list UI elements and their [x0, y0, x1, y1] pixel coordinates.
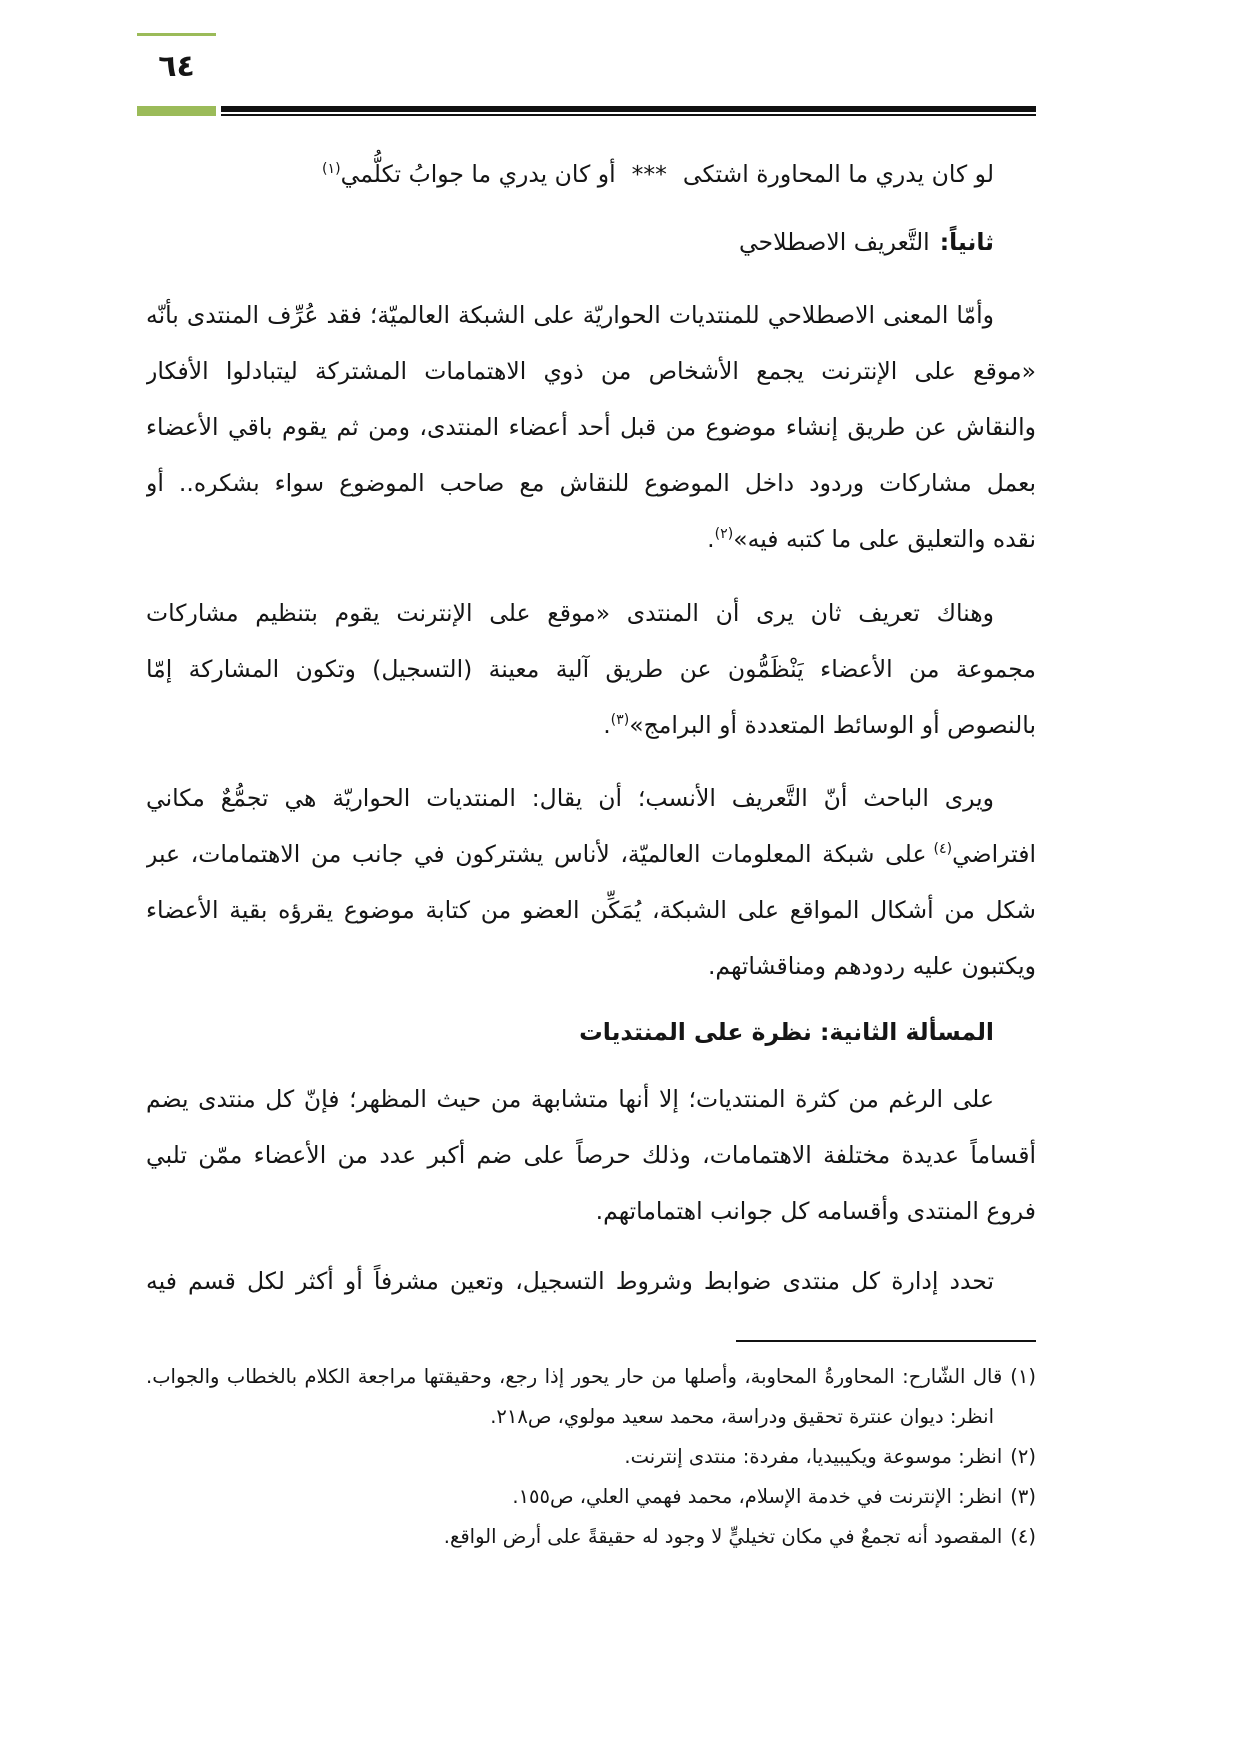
paragraph-line: فروع المنتدى وأقسامه كل جوانب اهتماماتهم. [595, 1197, 1036, 1225]
line-text: على شبكة المعلومات العالميّة، لأناس يشتركون في جانب من الاهتمامات، عبر [146, 840, 927, 868]
header-rule-thin [221, 114, 1036, 116]
paragraph-line: «موقع على الإنترنت يجمع الأشخاص من ذوي الاهتمامات المشتركة ليتبادلوا الأفكار [146, 357, 1036, 385]
paragraph-line [146, 826, 1036, 882]
paragraph-line: وأمّا المعنى الاصطلاحي للمنتديات الحواريّة على الشبكة العالميّة؛ فقد عُرِّف المنتدى بأنّه [146, 301, 994, 329]
issue-heading: المسألة الثانية: نظرة على المنتديات [579, 1018, 994, 1046]
line-text: افتراضي [952, 840, 1036, 868]
footnote-number: (٤) [1010, 1525, 1036, 1548]
page-body [146, 146, 1036, 1557]
paragraph-line: شكل من أشكال المواقع على الشبكة، يُمَكِّن العضو من كتابة موضوع يقرؤه بقية الأعضاء [146, 896, 1036, 924]
footnote-separator [736, 1340, 1036, 1342]
page-number: ٦٤ [158, 49, 195, 84]
footnote-number: (٢) [1010, 1445, 1036, 1468]
footnote [146, 1477, 1036, 1517]
line-text: . [603, 711, 611, 739]
paragraph-line: أقساماً عديدة مختلفة الاهتمامات، وذلك حرصاً على ضم أكبر عدد من الأعضاء ممّن تلبي [146, 1141, 1036, 1169]
footnote [146, 1357, 1036, 1397]
section-heading-lead: ثانياً: [939, 228, 994, 256]
paragraph [146, 287, 1036, 567]
paragraph-line: على الرغم من كثرة المنتديات؛ إلا أنها متشابهة من حيث المظهر؛ فإنّ كل منتدى يضم [146, 1085, 994, 1113]
footnote-text: انظر: موسوعة ويكيبيديا، مفردة: منتدى إنترنت. [624, 1445, 1003, 1468]
header-rule [221, 106, 1036, 116]
footnote [146, 1517, 1036, 1557]
line-text: . [707, 525, 715, 553]
footnote-ref: (١) [322, 161, 341, 178]
paragraph-line: ويرى الباحث أنّ التَّعريف الأنسب؛ أن يقال: المنتديات الحواريّة هي تجمُّعٌ مكاني [146, 784, 994, 812]
paragraph-line [146, 511, 1036, 567]
paragraph-line: ويكتبون عليه ردودهم ومناقشاتهم. [707, 952, 1036, 980]
section-heading-title: التَّعريف الاصطلاحي [738, 228, 930, 256]
footnote-ref: (٤) [933, 841, 953, 858]
poem-first-hemistich: لو كان يدري ما المحاورة اشتكى [682, 160, 994, 188]
poem-second-hemistich: أو كان يدري ما جوابُ تكلُّمي [340, 160, 616, 188]
footnote-ref: (٣) [610, 712, 630, 729]
paragraph-line: تحدد إدارة كل منتدى ضوابط وشروط التسجيل، وتعين مشرفاً أو أكثر لكل قسم فيه [146, 1267, 994, 1295]
footnote-text: انظر: الإنترنت في خدمة الإسلام، محمد فهمي العلي، ص١٥٥. [512, 1485, 1003, 1508]
footnote-text: قال الشّارح: المحاورةُ المحاوبة، وأصلها من حار يحور إذا رجع، وحقيقتها مراجعة الكلام بالخطاب والجواب. [146, 1365, 1003, 1388]
footnote [146, 1437, 1036, 1477]
paragraph-line: بعمل مشاركات وردود داخل الموضوع للنقاش مع صاحب الموضوع سواء بشكره.. أو [146, 469, 1036, 497]
paragraph [146, 585, 1036, 753]
section-heading [146, 214, 1036, 270]
poem-verse [146, 146, 1036, 202]
poem-separator: *** [631, 160, 667, 188]
paragraph-line: والنقاش عن طريق إنشاء موضوع من قبل أحد أعضاء المنتدى، ومن ثم يقوم باقي الأعضاء [146, 413, 1036, 441]
footnote-number: (١) [1010, 1365, 1036, 1388]
paragraph [146, 1071, 1036, 1239]
paragraph [146, 1253, 1036, 1309]
line-text: نقده والتعليق على ما كتبه فيه» [733, 525, 1036, 553]
footnotes [146, 1357, 1036, 1557]
paragraph [146, 770, 1036, 994]
footnote-number: (٣) [1010, 1485, 1036, 1508]
header-accent-bar [137, 106, 216, 116]
footnote-ref: (٢) [714, 526, 734, 543]
header-rule-thick [221, 106, 1036, 112]
footnote-text: المقصود أنه تجمعٌ في مكان تخيليٍّ لا وجود له حقيقةً على أرض الواقع. [443, 1525, 1003, 1548]
paragraph-line: وهناك تعريف ثان يرى أن المنتدى «موقع على الإنترنت يقوم بتنظيم مشاركات [146, 599, 994, 627]
footnote-continuation: انظر: ديوان عنترة تحقيق ودراسة، محمد سعيد مولوي، ص٢١٨. [490, 1405, 994, 1428]
paragraph-line [146, 697, 1036, 753]
line-text: بالنصوص أو الوسائط المتعددة أو البرامج» [629, 711, 1036, 739]
paragraph-line: مجموعة من الأعضاء يَنْظَمُّون عن طريق آلية معينة (التسجيل) وتكون المشاركة إمّا [146, 655, 1036, 683]
header-accent-line [137, 33, 216, 36]
